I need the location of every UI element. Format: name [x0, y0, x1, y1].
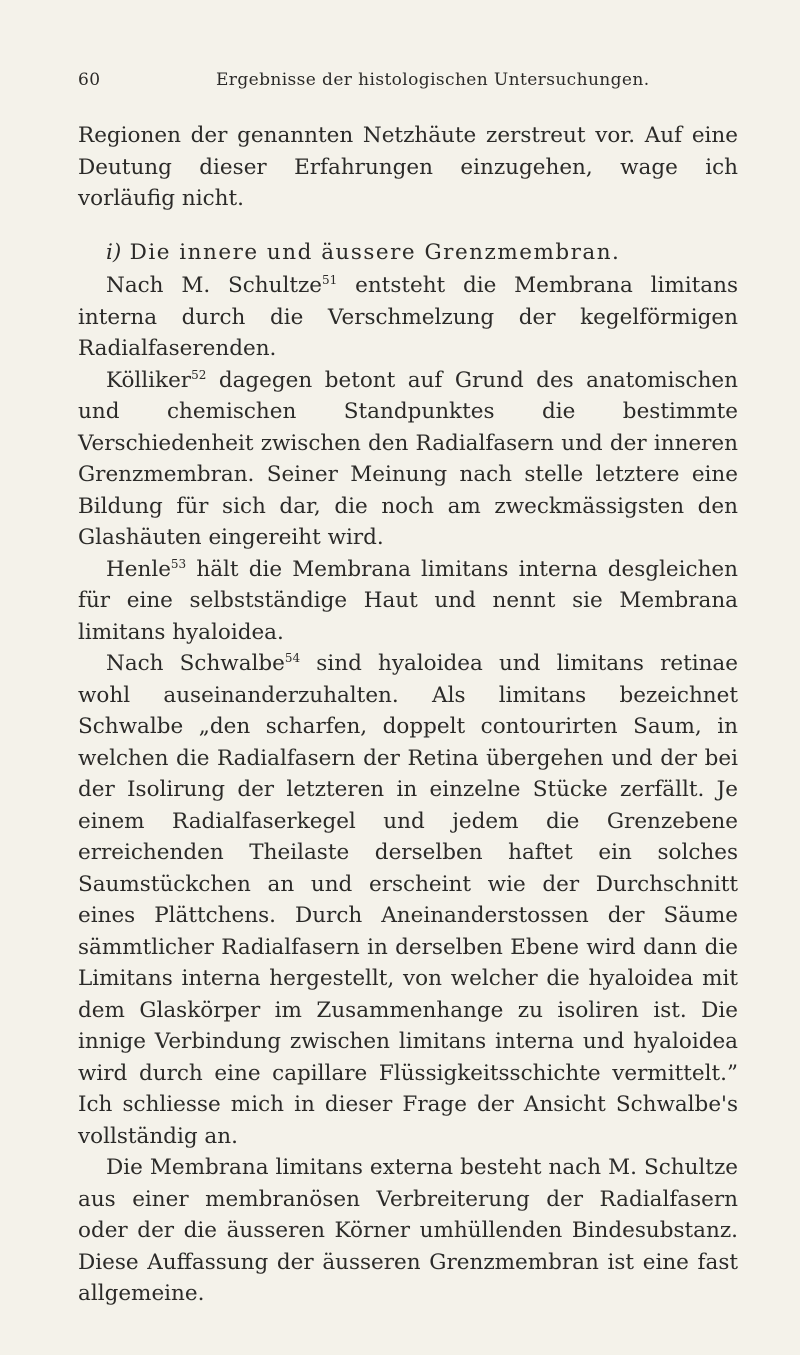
paragraph-schwalbe — [78, 648, 738, 1152]
running-head-title: Ergebnisse der histologischen Untersuchungen. — [216, 70, 650, 90]
footnote-ref-52: 52 — [191, 367, 207, 382]
author-schultze: Nach M. Schultze — [106, 273, 323, 298]
page-number: 60 — [78, 70, 101, 90]
running-head — [78, 70, 738, 96]
footnote-ref-51: 51 — [322, 273, 338, 287]
footnote-ref-53: 53 — [170, 556, 187, 571]
paragraph-henle-text: hält die Membrana limitans interna desgleichen für eine selbstständige Haut und nennt sie Membrana limitans hyaloidea. — [78, 556, 738, 645]
author-koelliker: Kölliker — [106, 367, 192, 393]
paragraph-henle — [78, 554, 738, 649]
section-heading — [78, 237, 738, 269]
paragraph-koelliker-text: dagegen betont auf Grund des anatomischen und chemischen Standpunktes die bestimmte Verschiedenheit zwischen den Radialfasern und der inneren Grenzmembran. Seiner Meinung nach stelle letztere eine Bildung für sich dar, die noch am zweckmässigsten den Glashäuten eingereiht wird. — [78, 367, 738, 550]
body-text — [78, 120, 738, 1310]
paragraph-schultze-text: entsteht die Membrana limitans interna durch die Verschmelzung der kegelförmigen Radialfaserenden. — [78, 273, 738, 361]
paragraph-schultze — [78, 270, 738, 365]
footnote-ref-54: 54 — [284, 651, 301, 665]
paragraph-koelliker — [78, 365, 738, 554]
paragraph-schwalbe-text: sind hyaloidea und limitans retinae wohl auseinanderzuhalten. Als limitans bezeichnet Schwalbe „den scharfen, doppelt contourirten Saum, in welchen die Radialfasern der Retina übergehen und der bei der Isolirung der letzteren in einzelne Stücke zerfällt. Je einem Radialfaserkegel und jedem die Grenzebene erreichenden Theilaste derselben haftet ein solches Saumstückchen an und erscheint wie der Durchschnitt eines Plättchens. Durch Aneinanderstossen der Säume sämmtlicher Radialfasern in derselben Ebene wird dann die Limitans interna hergestellt, von welcher die hyaloidea mit dem Glaskörper im Zusammenhange zu isoliren ist. Die innige Verbindung zwischen limitans interna und hyaloidea wird durch eine capillare Flüssigkeitsschichte vermittelt.” Ich schliesse mich in dieser Frage der Ansicht Schwalbe's vollständig an. — [78, 651, 738, 1149]
section-title: Die innere und äussere Grenzmembran. — [129, 239, 621, 265]
paragraph-continuation: Regionen der genannten Netzhäute zerstreut vor. Auf eine Deutung dieser Erfahrungen einzugehen, wage ich vorläufig nicht. — [78, 123, 738, 211]
author-henle: Henle — [106, 556, 171, 582]
section-letter: i) — [106, 239, 122, 265]
paragraph-limitans-externa: Die Membrana limitans externa besteht nach M. Schultze aus einer membranösen Verbreiterung der Radialfasern oder der die äusseren Körner umhüllenden Bindesubstanz. Diese Auffassung der äusseren Grenzmembran ist eine fast allgemeine. — [78, 1155, 738, 1306]
author-schwalbe: Nach Schwalbe — [106, 651, 285, 676]
